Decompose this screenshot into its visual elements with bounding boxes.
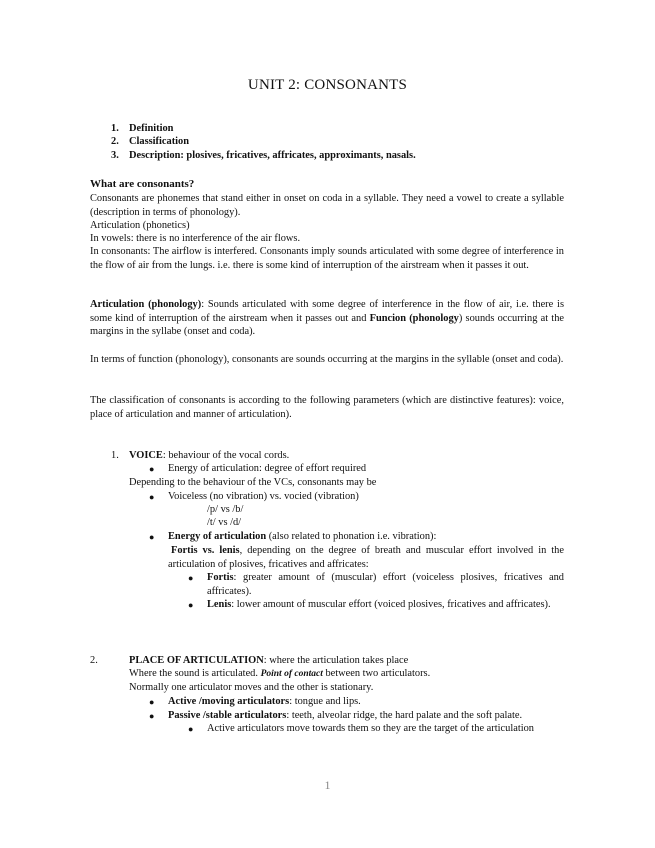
paragraph: Articulation (phonetics) (90, 220, 190, 231)
list-item (207, 571, 564, 598)
list-item: Active articulators move towards them so they are the target of the articulation (207, 723, 535, 734)
term: Active /moving articulators (168, 696, 290, 707)
term: Funcion (phonology (369, 312, 459, 324)
paragraph: The classification of consonants is according to the following parameters (which are distinctive features): voice, place of articulation and manner of articulation). (90, 395, 564, 420)
articulation-paragraph (90, 298, 564, 339)
bullet-icon: ● (149, 697, 155, 707)
paragraph: In terms of function (phonology), consonants are sounds occurring at the margins in the syllable (onset and coda). (90, 354, 564, 365)
toc-item: Classification (129, 136, 190, 147)
paragraph: In vowels: there is no interference of the air flows. (90, 233, 301, 244)
text: (also related to phonation i.e. vibration): (266, 531, 437, 542)
bullet-icon: ● (149, 532, 155, 542)
term: VOICE (129, 450, 163, 461)
text: ) sounds occurring at the margins in the syllabe (onset and coda). (90, 312, 565, 338)
paragraph: In consonants: The airflow is interfered. Consonants imply sounds articulated with some degree of interference in the flow of air from the lungs. i.e. there is some kind of interruption of the airstream when it passes it out. (90, 246, 564, 271)
term: Passive /stable articulators (168, 710, 287, 721)
list-item (168, 695, 361, 709)
list-item (207, 598, 564, 612)
list-item: Voiceless (no vibration) vs. vocied (vibration) (168, 491, 359, 502)
term: Fortis (207, 572, 234, 583)
bullet-icon: ● (188, 724, 194, 734)
text: between two articulators. (322, 668, 431, 679)
list-item (129, 654, 408, 668)
text: : tongue and lips. (289, 696, 361, 707)
toc-number: 3. (111, 150, 119, 161)
paragraph: Normally one articulator moves and the other is stationary. (129, 682, 374, 693)
text: : lower amount of muscular effort (voiced plosives, fricatives and affricates). (231, 599, 551, 610)
bullet-icon: ● (188, 600, 194, 610)
bullet-icon: ● (188, 573, 194, 583)
list-item: Energy of articulation: degree of effort required (168, 463, 367, 474)
text: , depending on the degree of breath and muscular effort involved in the articulation of plosives, fricatives and affricates: (168, 545, 564, 570)
paragraph (129, 667, 430, 682)
section-heading: What are consonants? (90, 178, 195, 190)
bullet-icon: ● (149, 711, 155, 721)
example-pair: /t/ vs /d/ (207, 517, 242, 528)
term: Lenis (207, 599, 232, 610)
paragraph: Depending to the behaviour of the VCs, consonants may be (129, 477, 377, 488)
list-number: 1. (111, 450, 119, 461)
toc-number: 2. (111, 136, 119, 147)
toc-number: 1. (111, 123, 119, 134)
page-number: 1 (324, 778, 331, 792)
text: : where the articulation takes place (263, 655, 409, 666)
text: Where the sound is articulated. (129, 668, 261, 679)
text: : greater amount of (muscular) effort (voiceless plosives, fricatives and affricates). (207, 572, 564, 597)
list-number: 2. (90, 655, 98, 666)
term: Point of contact (260, 669, 323, 679)
list-item (168, 530, 436, 544)
paragraph (168, 544, 564, 571)
term: PLACE OF ARTICULATION (129, 655, 264, 666)
list-item (129, 449, 289, 463)
example-pair: /p/ vs /b/ (207, 504, 244, 515)
term: Energy of articulation (168, 531, 267, 542)
toc-item: Definition (129, 123, 174, 134)
text: : teeth, alveolar ridge, the hard palate and the soft palate. (286, 710, 523, 721)
text: : Sounds articulated with some degree of interference in the flow of air, i.e. there is some kind of interruption of the airstream when it passes out and (90, 299, 564, 324)
paragraph: Consonants are phonemes that stand either in onset on coda in a syllable. They need a vowel to create a syllable (description in terms of phonology). (90, 193, 564, 218)
term: Fortis vs. lenis (171, 545, 240, 556)
bullet-icon: ● (149, 492, 155, 502)
page-title: UNIT 2: CONSONANTS (247, 77, 408, 93)
term: Articulation (phonology) (90, 299, 202, 310)
toc-item: Description: plosives, fricatives, affricates, approximants, nasals. (129, 150, 416, 161)
text: : behaviour of the vocal cords. (162, 450, 290, 461)
list-item (168, 709, 522, 723)
bullet-icon: ● (149, 464, 155, 474)
